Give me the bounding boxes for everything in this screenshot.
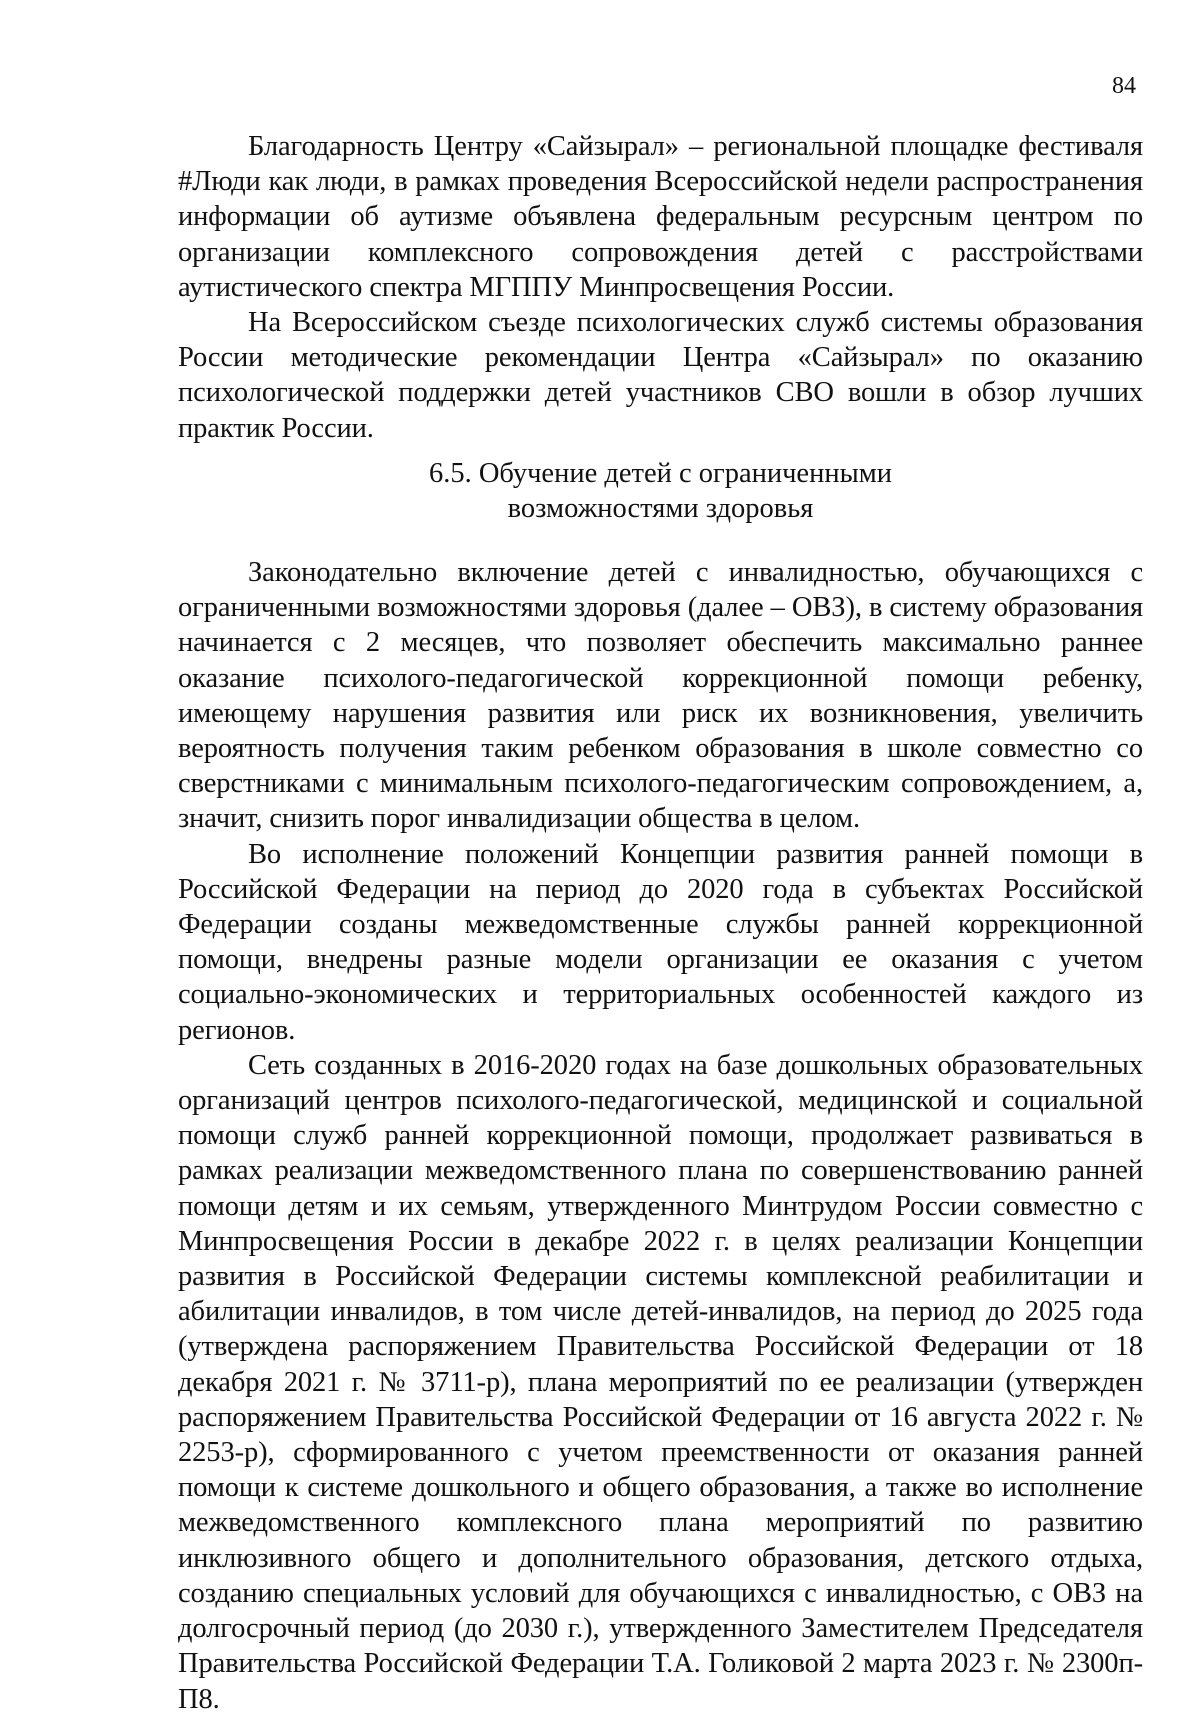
- section-text-block: [178, 555, 1143, 1717]
- section-heading: [178, 456, 1143, 526]
- paragraph-congress: На Всероссийском съезде психологических служб системы образования России методические рекомендации Центра «Сайзырал» по оказанию психологической поддержки детей участников СВО вошли в обзор лучших практик России.: [178, 307, 1143, 444]
- paragraph-gratitude: Благодарность Центру «Сайзырал» – региональной площадке фестиваля #Люди как люди, в рамках проведения Всероссийской недели распространения информации об аутизме объявлена федеральным ресурсным центром по организации комплексного сопровождения детей с расстройствами аутистического спектра МГППУ Минпросвещения России.: [178, 131, 1143, 303]
- page-number: 84: [1112, 73, 1136, 99]
- paragraph-network: Сеть созданных в 2016-2020 годах на базе дошкольных образовательных организаций центров психолого-педагогической, медицинской и социальной помощи служб ранней коррекционной помощи, продолжает развиваться в рамках реализации межведомственного плана по совершенствованию ранней помощи детям и их семьям, утвержденного Минтрудом России совместно с Минпросвещения России в декабре 2022 г. в целях реализации Концепции развития в Российской Федерации системы комплексной реабилитации и абилитации инвалидов, в том числе детей-инвалидов, на период до 2025 года (утверждена распоряжением Правительства Российской Федерации от 18 декабря 2021 г. № 3711-р), плана мероприятий по ее реализации (утвержден распоряжением Правительства Российской Федерации от 16 августа 2022 г. № 2253-р), сформированного с учетом преемственности от оказания ранней помощи к системе дошкольного и общего образования, а также во исполнение межведомственного комплексного плана мероприятий по развитию инклюзивного общего и дополнительного образования, детского отдыха, созданию специальных условий для обучающихся с инвалидностью, с ОВЗ на долгосрочный период (до 2030 г.), утвержденного Заместителем Председателя Правительства Российской Федерации Т.А. Голиковой 2 марта 2023 г. № 2300п-П8.: [178, 1049, 1143, 1715]
- section-heading-line-1: 6.5. Обучение детей с ограниченными: [428, 458, 893, 489]
- paragraph-legislation: Законодательно включение детей с инвалидностью, обучающихся с ограниченными возможностями здоровья (далее – ОВЗ), в систему образования начинается с 2 месяцев, что позволяет обеспечить максимально раннее оказание психолого-педагогической коррекционной помощи ребенку, имеющему нарушения развития или риск их возникновения, увеличить вероятность получения таким ребенком образования в школе совместно со сверстниками с минимальным психолого-педагогическим сопровождением, а, значит, снизить порог инвалидизации общества в целом.: [178, 557, 1143, 835]
- intro-text-block: [178, 129, 1143, 446]
- section-heading-line-2: возможностями здоровья: [507, 493, 814, 524]
- paragraph-concept: Во исполнение положений Концепции развития ранней помощи в Российской Федерации на период до 2020 года в субъектах Российской Федерации созданы межведомственные службы ранней коррекционной помощи, внедрены разные модели организации ее оказания с учетом социально-экономических и территориальных особенностей каждого из регионов.: [178, 838, 1143, 1046]
